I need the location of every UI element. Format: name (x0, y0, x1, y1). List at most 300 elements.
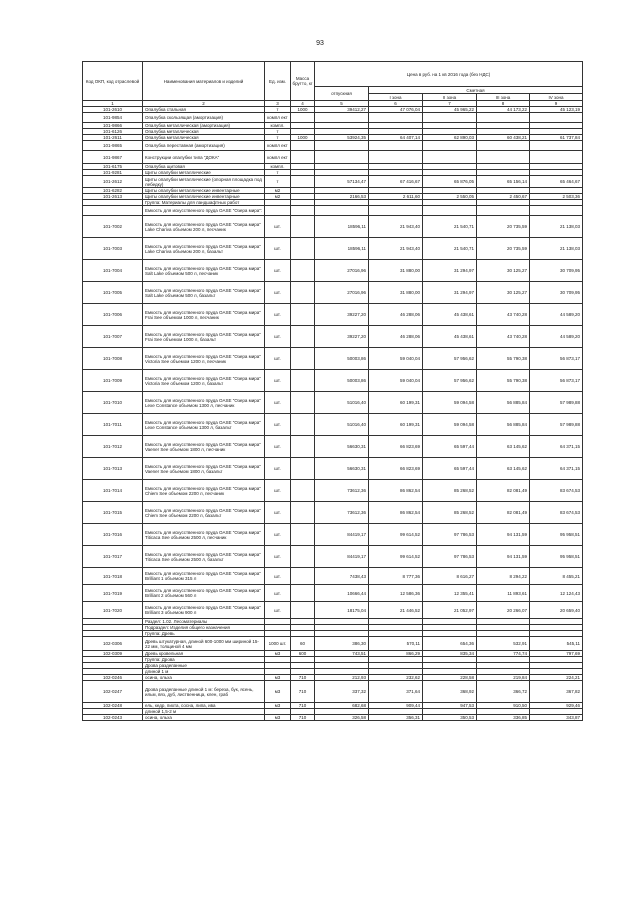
item-release-price (315, 113, 369, 123)
item-price-zone-2: 228,58 (423, 675, 477, 681)
item-price-zone-3: 219,84 (477, 675, 530, 681)
item-price-zone-3: 774,74 (477, 651, 530, 657)
item-price-zone-3: 336,85 (477, 715, 530, 721)
item-name: Емкость для искусственного пруда OASE "Озера мира" Vaener See объемом 1800 л, песчаник (143, 436, 265, 458)
item-price-zone-4: 95 958,51 (530, 546, 583, 568)
item-price-zone-4: 95 958,51 (530, 524, 583, 546)
item-name: Емкость для искусственного пруда OASE "Озера мира" Frai See объемом 1000 л, песчаник (143, 304, 265, 326)
item-price-zone-3 (477, 141, 530, 151)
item-release-price: 50003,86 (315, 370, 369, 392)
item-price-zone-1: 99 614,52 (369, 546, 423, 568)
item-mass (291, 260, 315, 282)
item-price-zone-3: 366,72 (477, 681, 530, 703)
item-unit: компл. (265, 123, 291, 129)
item-unit: шт. (265, 260, 291, 282)
item-price-zone-2: 85 268,52 (423, 480, 477, 502)
item-price-zone-2: 21 052,97 (423, 602, 477, 619)
group-heading: длиной 1,5-2 м (143, 709, 265, 715)
item-price-zone-2: 947,53 (423, 703, 477, 709)
item-code: 101-7002 (83, 216, 143, 238)
item-price-zone-4: 545,11 (530, 637, 583, 651)
col-header-price: Цена в руб. на 1 кв 2016 года (без НДС) (315, 62, 583, 87)
item-price-zone-2: 31 294,97 (423, 282, 477, 304)
item-release-price: 51016,40 (315, 392, 369, 414)
item-code: 101-7003 (83, 238, 143, 260)
item-name: Емкость для искусственного пруда OASE "Озера мира" Lake Chariva объемом 200 л, песчаник (143, 216, 265, 238)
col-header-release: отпускная (315, 87, 369, 101)
item-price-zone-4: 929,46 (530, 703, 583, 709)
table-row (83, 176, 583, 188)
item-code: 101-6175 (83, 164, 143, 170)
item-mass: 60 (291, 637, 315, 651)
item-name: Опалубка переставная (амортизация) (143, 141, 265, 151)
item-release-price: 18175,04 (315, 602, 369, 619)
empty-cell (291, 206, 315, 216)
col-header-zone-4: IV зона (530, 94, 583, 101)
item-price-zone-3: 82 081,49 (477, 480, 530, 502)
item-price-zone-2: 21 540,71 (423, 238, 477, 260)
item-code: 102-0309 (83, 651, 143, 657)
group-heading: Емкость для искусственного пруда OASE "Озера мира": (143, 206, 265, 216)
item-mass: 710 (291, 715, 315, 721)
item-release-price: 7438,43 (315, 568, 369, 585)
item-mass: 1000 (291, 135, 315, 141)
table-row (83, 681, 583, 703)
group-heading: длиной 1 м (143, 669, 265, 675)
item-code: 101-7004 (83, 260, 143, 282)
table-row (83, 113, 583, 123)
item-name: Емкость для искусственного пруда OASE "Озера мира" Vaener See объемом 1800 л, базальт (143, 458, 265, 480)
item-price-zone-4: 30 709,95 (530, 260, 583, 282)
item-price-zone-1 (369, 113, 423, 123)
table-row (83, 458, 583, 480)
item-price-zone-2: 65 597,44 (423, 458, 477, 480)
item-release-price (315, 151, 369, 164)
item-code: 101-7013 (83, 458, 143, 480)
item-mass (291, 141, 315, 151)
item-price-zone-4: 21 138,03 (530, 216, 583, 238)
item-release-price: 18596,11 (315, 238, 369, 260)
item-mass (291, 436, 315, 458)
item-code: 102-0306 (83, 637, 143, 651)
item-price-zone-3: 56 885,84 (477, 392, 530, 414)
item-price-zone-3: 2 450,67 (477, 194, 530, 200)
table-row (83, 326, 583, 348)
item-price-zone-2: 12 355,41 (423, 585, 477, 602)
table-row (83, 141, 583, 151)
item-code: 101-2611 (83, 135, 143, 141)
table-row (83, 637, 583, 651)
item-name: Дрова разделанные длиной 1 м: береза, бук, ясень, ильм, вяз, дуб, лиственница, клен, граб (143, 681, 265, 703)
item-price-zone-2 (423, 151, 477, 164)
item-name: Щиты опалубки металлические инвентарные (143, 194, 265, 200)
item-price-zone-3: 43 740,28 (477, 326, 530, 348)
item-mass (291, 176, 315, 188)
item-price-zone-4 (530, 113, 583, 123)
item-unit: шт. (265, 546, 291, 568)
col-number: 4 (291, 101, 315, 107)
table-row (83, 546, 583, 568)
item-unit: 1000 шт. (265, 637, 291, 651)
price-table-sheet (82, 61, 582, 721)
item-release-price: 53924,35 (315, 135, 369, 141)
item-price-zone-4: 8 455,21 (530, 568, 583, 585)
item-code: 101-7009 (83, 370, 143, 392)
item-price-zone-1: 59 040,04 (369, 348, 423, 370)
item-release-price: 84419,17 (315, 524, 369, 546)
item-mass (291, 524, 315, 546)
table-row (83, 216, 583, 238)
item-price-zone-2: 31 294,97 (423, 260, 477, 282)
item-unit: т (265, 129, 291, 135)
item-code: 101-7014 (83, 480, 143, 502)
item-release-price: 39227,20 (315, 304, 369, 326)
item-code: 101-9867 (83, 151, 143, 164)
item-mass: 710 (291, 703, 315, 709)
item-name: осина, ольха (143, 675, 265, 681)
item-name: Емкость для искусственного пруда OASE "Озера мира" Chiem See объемом 2200 л, песчаник (143, 480, 265, 502)
table-row (83, 304, 583, 326)
item-price-zone-3: 30 125,27 (477, 282, 530, 304)
group-heading: Раздел: 1.02. Лесоматериалы (143, 619, 265, 625)
item-name: Емкость для искусственного пруда OASE "Озера мира" Chiem See объемом 2200 л, базальт (143, 502, 265, 524)
empty-cell (369, 206, 423, 216)
item-release-price: 84419,17 (315, 546, 369, 568)
item-price-zone-3: 20 735,59 (477, 238, 530, 260)
page-number: 93 (316, 40, 324, 47)
table-row (83, 568, 583, 585)
item-release-price: 56630,31 (315, 458, 369, 480)
item-price-zone-3: 8 294,22 (477, 568, 530, 585)
item-name: Древь штукатурная, длиной 600-1000 мм шириной 15-22 мм, толщиной 4 мм (143, 637, 265, 651)
item-price-zone-1: 46 288,06 (369, 304, 423, 326)
item-price-zone-3: 11 893,61 (477, 585, 530, 602)
item-unit: шт. (265, 282, 291, 304)
item-unit: шт. (265, 436, 291, 458)
item-unit: т (265, 107, 291, 113)
item-mass (291, 602, 315, 619)
item-price-zone-1: 47 076,04 (369, 107, 423, 113)
item-price-zone-4: 343,87 (530, 715, 583, 721)
item-name: Емкость для искусственного пруда OASE "Озера мира" Lexe Constance объемом 1300 л, песчаник (143, 392, 265, 414)
item-price-zone-1: 356,31 (369, 715, 423, 721)
item-price-zone-1: 371,64 (369, 681, 423, 703)
item-unit: шт. (265, 370, 291, 392)
item-price-zone-3: 30 125,27 (477, 260, 530, 282)
item-price-zone-3: 55 790,38 (477, 348, 530, 370)
table-row (83, 502, 583, 524)
item-unit: компл ект (265, 113, 291, 123)
item-release-price: 337,32 (315, 681, 369, 703)
item-mass (291, 151, 315, 164)
item-price-zone-2: 8 616,27 (423, 568, 477, 585)
item-code: 102-0247 (83, 681, 143, 703)
item-price-zone-4: 65 464,67 (530, 176, 583, 188)
item-name: Емкость для искусственного пруда OASE "Озера мира" Frai See объемом 1000 л, базальт (143, 326, 265, 348)
col-number: 8 (477, 101, 530, 107)
item-code: 101-9854 (83, 113, 143, 123)
item-price-zone-3: 532,91 (477, 637, 530, 651)
item-code: 101-7006 (83, 304, 143, 326)
item-release-price: 27016,96 (315, 260, 369, 282)
item-price-zone-3: 63 145,62 (477, 458, 530, 480)
item-unit: м3 (265, 715, 291, 721)
price-table-body (83, 107, 583, 721)
item-price-zone-4: 64 371,15 (530, 436, 583, 458)
item-name: Емкость для искусственного пруда OASE "Озера мира" Titicaca See объемом 2500 л, песчаник (143, 524, 265, 546)
item-name: Щиты опалубки металлические инвентарные (143, 188, 265, 194)
item-code: 101-7007 (83, 326, 143, 348)
table-row (83, 392, 583, 414)
item-name: ель, кедр, пихта, сосна, липа, ива (143, 703, 265, 709)
item-price-zone-4: 61 737,84 (530, 135, 583, 141)
item-mass (291, 370, 315, 392)
item-price-zone-1: 232,62 (369, 675, 423, 681)
col-number: 6 (369, 101, 423, 107)
item-price-zone-4 (530, 151, 583, 164)
item-price-zone-3: 82 081,49 (477, 502, 530, 524)
item-name: Емкость для искусственного пруда OASE "Озера мира" Lexe Constance объемом 1300 л, базальт (143, 414, 265, 436)
item-name: Конструкции опалубки типа "ДОКА" (143, 151, 265, 164)
item-price-zone-4: 21 138,03 (530, 238, 583, 260)
item-price-zone-3: 44 173,22 (477, 107, 530, 113)
item-price-zone-4: 56 873,17 (530, 348, 583, 370)
item-release-price: 50003,86 (315, 348, 369, 370)
item-price-zone-4: 12 124,43 (530, 585, 583, 602)
item-price-zone-1 (369, 151, 423, 164)
item-price-zone-2: 2 550,05 (423, 194, 477, 200)
item-price-zone-1: 8 777,36 (369, 568, 423, 585)
item-code: 101-6282 (83, 188, 143, 194)
item-code: 101-7012 (83, 436, 143, 458)
item-name: Опалубка металлическая (143, 135, 265, 141)
group-heading: Подраздел: Изделия общего назначения (143, 625, 265, 631)
item-unit: шт. (265, 458, 291, 480)
item-unit: шт. (265, 568, 291, 585)
price-table (82, 61, 583, 721)
item-unit: шт. (265, 304, 291, 326)
item-unit: шт. (265, 216, 291, 238)
item-price-zone-2: 835,34 (423, 651, 477, 657)
item-price-zone-1: 64 407,14 (369, 135, 423, 141)
item-price-zone-2: 85 268,52 (423, 502, 477, 524)
item-mass (291, 546, 315, 568)
item-price-zone-2: 65 876,05 (423, 176, 477, 188)
item-unit: компл ект (265, 141, 291, 151)
item-code: 101-7018 (83, 568, 143, 585)
item-release-price (315, 141, 369, 151)
item-price-zone-1: 31 880,00 (369, 260, 423, 282)
item-release-price: 18596,11 (315, 216, 369, 238)
item-price-zone-1: 66 823,69 (369, 458, 423, 480)
item-price-zone-2: 65 597,44 (423, 436, 477, 458)
item-code: 101-2610 (83, 107, 143, 113)
item-unit: компл ект (265, 151, 291, 164)
item-code: 101-7016 (83, 524, 143, 546)
item-unit: шт. (265, 238, 291, 260)
empty-cell (477, 206, 530, 216)
item-code: 102-0243 (83, 715, 143, 721)
item-price-zone-2: 45 438,61 (423, 304, 477, 326)
item-price-zone-1: 2 611,60 (369, 194, 423, 200)
item-name: Опалубка стальная (143, 107, 265, 113)
item-mass (291, 568, 315, 585)
item-name: Опалубка металлическая (амортизация) (143, 123, 265, 129)
group-heading: Группа: Материалы для ландшафтных работ (143, 200, 265, 206)
item-mass: 710 (291, 675, 315, 681)
col-header-unit: Ед. изм. (265, 62, 291, 101)
item-release-price: 51016,40 (315, 414, 369, 436)
item-price-zone-4: 797,69 (530, 651, 583, 657)
item-release-price: 27016,96 (315, 282, 369, 304)
item-price-zone-1: 21 446,52 (369, 602, 423, 619)
item-price-zone-3: 94 131,59 (477, 546, 530, 568)
item-mass (291, 238, 315, 260)
item-release-price: 682,68 (315, 703, 369, 709)
item-code: 101-7015 (83, 502, 143, 524)
item-price-zone-1: 86 862,54 (369, 480, 423, 502)
table-row (83, 282, 583, 304)
item-unit: компл. (265, 164, 291, 170)
item-unit: шт. (265, 524, 291, 546)
group-heading: Группа: Древь (143, 631, 265, 637)
table-row (83, 151, 583, 164)
item-unit: т (265, 135, 291, 141)
item-name: Емкость для искусственного пруда OASE "Озера мира" Salt Lake объемом 500 л, базальт (143, 282, 265, 304)
item-price-zone-1: 60 199,31 (369, 414, 423, 436)
item-price-zone-1: 46 288,06 (369, 326, 423, 348)
item-code: 101-7010 (83, 392, 143, 414)
item-price-zone-4 (530, 141, 583, 151)
item-mass (291, 326, 315, 348)
item-code: 101-9866 (83, 123, 143, 129)
table-row (83, 524, 583, 546)
item-name: Емкость для искусственного пруда OASE "Озера мира" Brilliant 1 объемом 315 л (143, 568, 265, 585)
item-mass: 600 (291, 651, 315, 657)
item-price-zone-2: 57 956,62 (423, 370, 477, 392)
item-price-zone-2: 350,53 (423, 715, 477, 721)
table-row (83, 414, 583, 436)
item-code: 101-2612 (83, 176, 143, 188)
item-price-zone-4: 56 873,17 (530, 370, 583, 392)
col-header-estimate: Сметная (369, 87, 583, 94)
table-row (83, 260, 583, 282)
item-release-price: 39412,27 (315, 107, 369, 113)
item-price-zone-4: 44 589,20 (530, 326, 583, 348)
item-unit: шт. (265, 585, 291, 602)
item-price-zone-3: 60 438,21 (477, 135, 530, 141)
item-price-zone-4: 224,21 (530, 675, 583, 681)
item-price-zone-2: 57 956,62 (423, 348, 477, 370)
item-name: Емкость для искусственного пруда OASE "Озера мира" Victoria See объемом 1200 л, песчаник (143, 348, 265, 370)
group-heading: Дрова разделанные (143, 663, 265, 669)
col-number: 5 (315, 101, 369, 107)
item-name: Опалубка щитовая (143, 164, 265, 170)
item-price-zone-4: 20 659,40 (530, 602, 583, 619)
item-name: Емкость для искусственного пруда OASE "Озера мира" Brilliant 2 объемом 560 л (143, 585, 265, 602)
item-code: 101-7017 (83, 546, 143, 568)
item-price-zone-1: 570,11 (369, 637, 423, 651)
item-mass (291, 216, 315, 238)
item-release-price: 386,30 (315, 637, 369, 651)
item-price-zone-3: 55 790,38 (477, 370, 530, 392)
item-unit: м3 (265, 681, 291, 703)
item-name: Емкость для искусственного пруда OASE "Озера мира" Victoria See объемом 1200 л, базальт (143, 370, 265, 392)
item-code: 102-0248 (83, 703, 143, 709)
item-price-zone-2 (423, 141, 477, 151)
item-price-zone-1: 67 416,67 (369, 176, 423, 188)
item-unit: шт. (265, 480, 291, 502)
item-price-zone-2: 21 540,71 (423, 216, 477, 238)
item-price-zone-4: 57 989,88 (530, 392, 583, 414)
item-unit: т (265, 170, 291, 176)
item-release-price: 743,51 (315, 651, 369, 657)
item-price-zone-2: 97 786,53 (423, 524, 477, 546)
item-code: 102-0246 (83, 675, 143, 681)
item-price-zone-1: 86 862,54 (369, 502, 423, 524)
item-unit: шт. (265, 348, 291, 370)
item-release-price: 73612,36 (315, 502, 369, 524)
item-name: Емкость для искусственного пруда OASE "Озера мира" Titicaca See объемом 2500 л, базальт (143, 546, 265, 568)
item-name: Щиты опалубки металлические (опорная площадка под лебедку) (143, 176, 265, 188)
table-row (83, 238, 583, 260)
item-price-zone-2: 59 094,58 (423, 392, 477, 414)
item-price-zone-1: 12 586,36 (369, 585, 423, 602)
empty-cell (423, 206, 477, 216)
item-code: 101-6126 (83, 129, 143, 135)
item-release-price: 57134,47 (315, 176, 369, 188)
item-price-zone-2: 654,36 (423, 637, 477, 651)
item-name: Щиты опалубки металлические (143, 170, 265, 176)
item-unit: м2 (265, 188, 291, 194)
item-mass (291, 282, 315, 304)
item-code: 101-7020 (83, 602, 143, 619)
item-code: 101-9281 (83, 170, 143, 176)
item-code: 101-7008 (83, 348, 143, 370)
col-header-zone-1: I зона (369, 94, 423, 101)
item-price-zone-2: 368,92 (423, 681, 477, 703)
col-header-mass: Масса брутто, кг (291, 62, 315, 101)
item-price-zone-2: 59 094,58 (423, 414, 477, 436)
table-row (83, 585, 583, 602)
item-code: 101-9865 (83, 141, 143, 151)
empty-cell (83, 206, 143, 216)
item-price-zone-4: 83 674,53 (530, 502, 583, 524)
item-mass (291, 348, 315, 370)
item-price-zone-1: 99 614,52 (369, 524, 423, 546)
item-price-zone-3 (477, 151, 530, 164)
item-name: Емкость для искусственного пруда OASE "Озера мира" Salt Lake объемом 500 л, песчаник (143, 260, 265, 282)
item-price-zone-4: 44 589,20 (530, 304, 583, 326)
item-unit: т (265, 176, 291, 188)
item-release-price: 73612,36 (315, 480, 369, 502)
group-heading: Группа: Дрова (143, 657, 265, 663)
item-release-price: 39227,20 (315, 326, 369, 348)
col-header-code: Код ОКП, код отраслевой (83, 62, 143, 101)
table-row (83, 602, 583, 619)
item-unit: м3 (265, 651, 291, 657)
item-price-zone-2: 97 786,53 (423, 546, 477, 568)
empty-cell (315, 206, 369, 216)
table-row (83, 480, 583, 502)
item-price-zone-1: 909,44 (369, 703, 423, 709)
item-name: Древь кровельная (143, 651, 265, 657)
item-mass: 710 (291, 681, 315, 703)
item-release-price: 2166,53 (315, 194, 369, 200)
item-price-zone-3: 20 735,59 (477, 216, 530, 238)
item-price-zone-4: 64 371,15 (530, 458, 583, 480)
item-release-price: 212,93 (315, 675, 369, 681)
